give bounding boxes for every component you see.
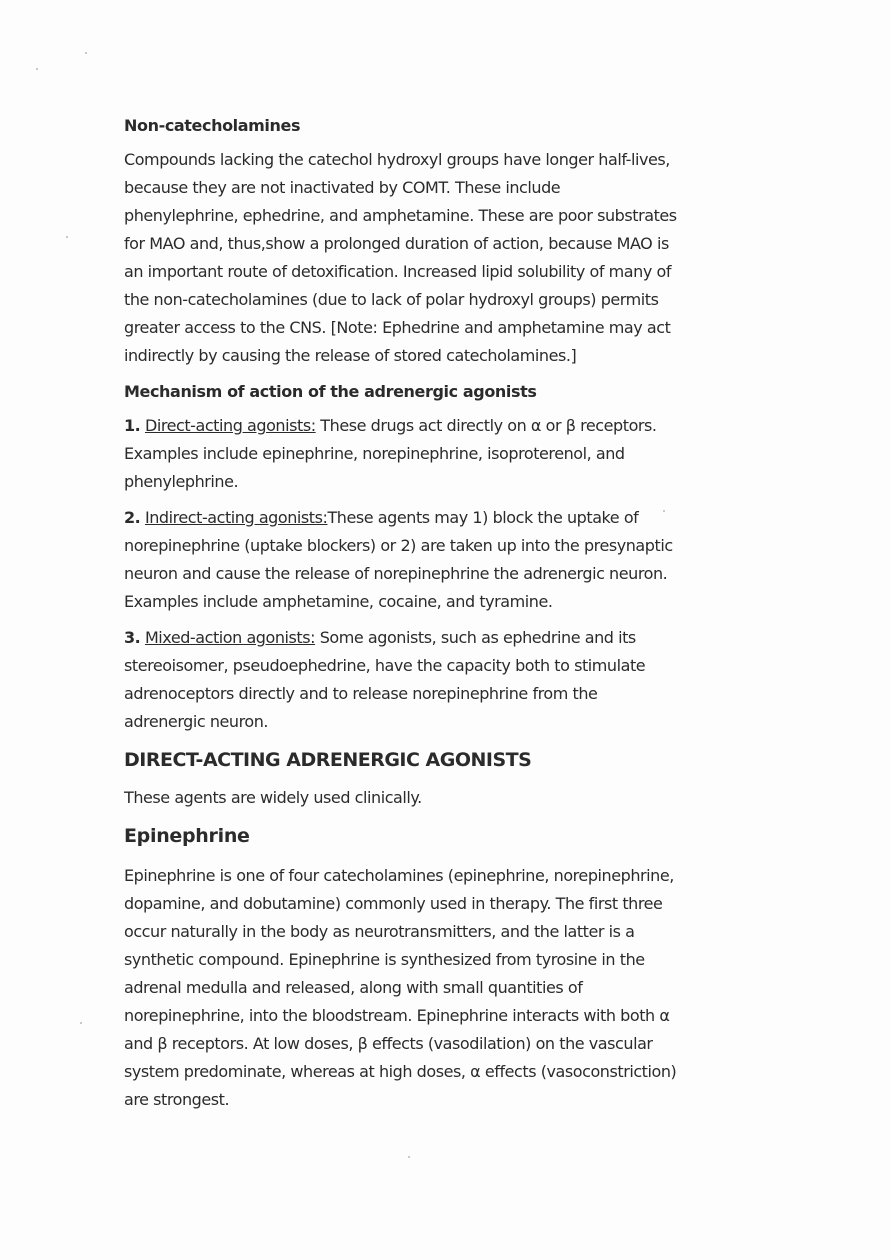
text-line: [124, 412, 764, 440]
item-term: Direct-acting agonists:: [144, 416, 316, 435]
text-line: are strongest.: [124, 1090, 230, 1109]
text-line: adrenergic neuron.: [124, 712, 269, 731]
text-line: because they are not inactivated by COMT. These include: [124, 178, 561, 197]
mechanism-item-indirect: [124, 504, 764, 616]
noncatecholamines-paragraph: [124, 146, 764, 370]
scan-speck: [408, 1156, 410, 1158]
mechanism-item-direct: [124, 412, 764, 496]
text-line: Compounds lacking the catechol hydroxyl groups have longer half-lives,: [124, 150, 670, 169]
epinephrine-heading: Epinephrine: [124, 825, 250, 847]
item-number: 2.: [124, 508, 141, 527]
text-line: Epinephrine is one of four catecholamines (epinephrine, norepinephrine,: [124, 866, 674, 885]
text-line: synthetic compound. Epinephrine is synthesized from tyrosine in the: [124, 950, 645, 969]
item-number: 1.: [124, 416, 141, 435]
text-line: [124, 624, 764, 652]
text-line: the non-catecholamines (due to lack of polar hydroxyl groups) permits: [124, 290, 659, 309]
document-page: [124, 112, 764, 1122]
mechanism-item-mixed: [124, 624, 764, 736]
epinephrine-paragraph: [124, 862, 764, 1114]
text-line: and β receptors. At low doses, β effects (vasodilation) on the vascular: [124, 1034, 653, 1053]
text-line: phenylephrine, ephedrine, and amphetamine. These are poor substrates: [124, 206, 677, 225]
noncatecholamines-heading: Non-catecholamines: [124, 116, 301, 135]
text-line: neuron and cause the release of norepinephrine the adrenergic neuron.: [124, 564, 668, 583]
text-line: These agents are widely used clinically.: [124, 788, 422, 807]
text-line: system predominate, whereas at high doses, α effects (vasoconstriction): [124, 1062, 677, 1081]
scan-speck: [85, 52, 87, 54]
text-line: adrenal medulla and released, along with small quantities of: [124, 978, 583, 997]
text-line: Examples include epinephrine, norepinephrine, isoproterenol, and: [124, 444, 625, 463]
item-first-rest: These agents may 1) block the uptake of: [327, 508, 639, 527]
text-line: [124, 504, 764, 532]
text-line: for MAO and, thus,show a prolonged duration of action, because MAO is: [124, 234, 669, 253]
item-term: Indirect-acting agonists:: [144, 508, 328, 527]
scan-speck: [66, 236, 68, 238]
direct-acting-heading: DIRECT-ACTING ADRENERGIC AGONISTS: [124, 749, 532, 771]
text-line: stereoisomer, pseudoephedrine, have the capacity both to stimulate: [124, 656, 646, 675]
scan-speck: [36, 68, 38, 70]
item-first-rest: These drugs act directly on α or β receptors.: [315, 416, 657, 435]
text-line: dopamine, and dobutamine) commonly used in therapy. The first three: [124, 894, 663, 913]
text-line: phenylephrine.: [124, 472, 239, 491]
text-line: norepinephrine (uptake blockers) or 2) are taken up into the presynaptic: [124, 536, 673, 555]
text-line: occur naturally in the body as neurotransmitters, and the latter is a: [124, 922, 635, 941]
text-line: an important route of detoxification. Increased lipid solubility of many of: [124, 262, 672, 281]
direct-acting-text: [124, 784, 764, 812]
text-line: norepinephrine, into the bloodstream. Epinephrine interacts with both α: [124, 1006, 670, 1025]
item-first-rest: Some agonists, such as ephedrine and its: [315, 628, 636, 647]
text-line: adrenoceptors directly and to release norepinephrine from the: [124, 684, 598, 703]
text-line: indirectly by causing the release of stored catecholamines.]: [124, 346, 577, 365]
mechanism-heading: Mechanism of action of the adrenergic agonists: [124, 382, 537, 401]
item-term: Mixed-action agonists:: [144, 628, 316, 647]
text-line: Examples include amphetamine, cocaine, and tyramine.: [124, 592, 553, 611]
scan-speck: [80, 1022, 82, 1024]
text-line: greater access to the CNS. [Note: Ephedrine and amphetamine may act: [124, 318, 671, 337]
item-number: 3.: [124, 628, 141, 647]
